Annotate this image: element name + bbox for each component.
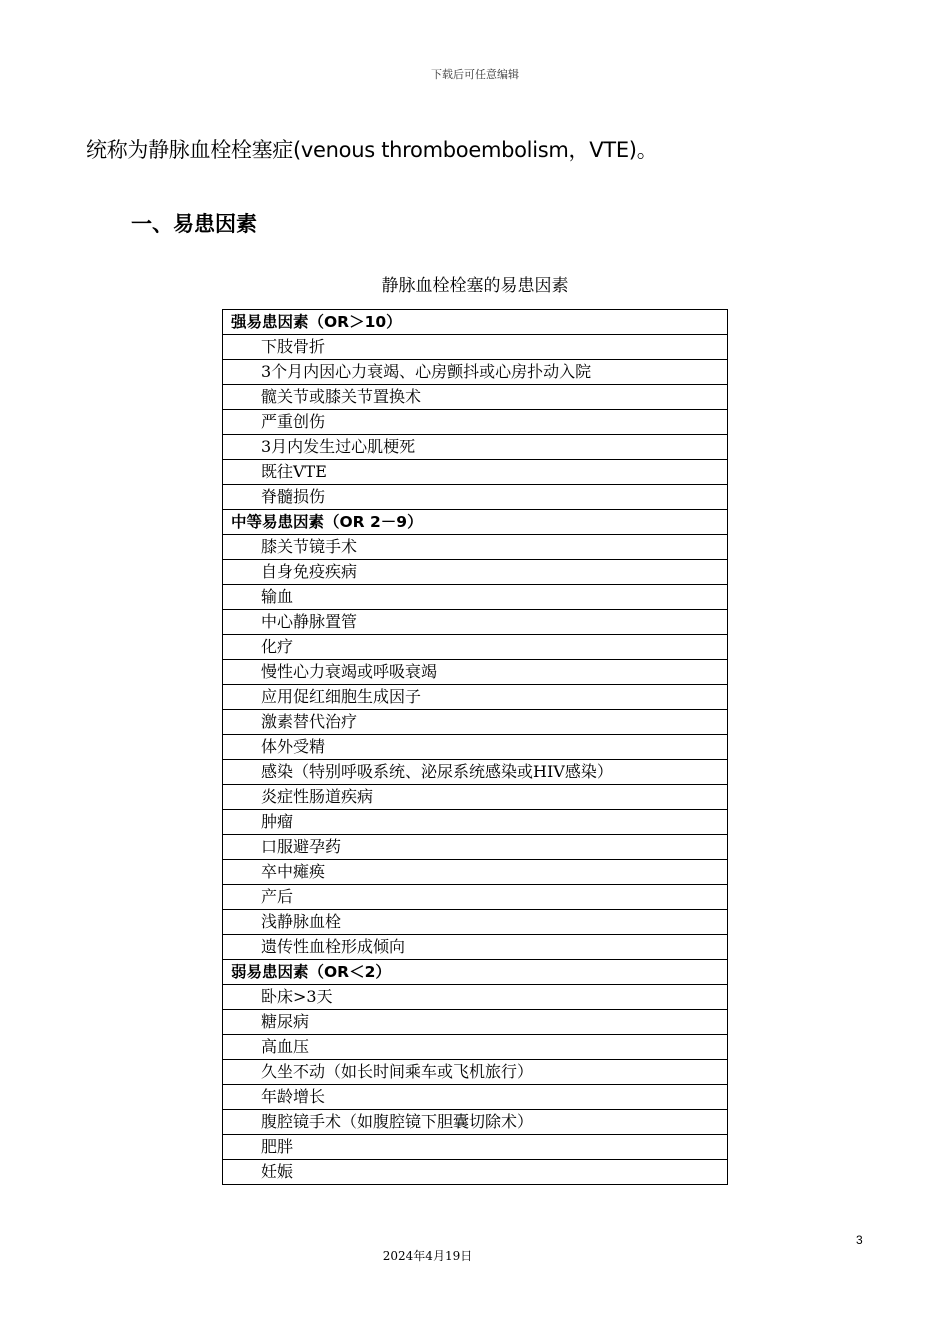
risk-factor-item: 卧床>3天	[223, 985, 728, 1010]
risk-factor-item: 髋关节或膝关节置换术	[223, 385, 728, 410]
table-row	[223, 1135, 728, 1160]
table-row	[223, 335, 728, 360]
table-row	[223, 660, 728, 685]
risk-factor-item: 浅静脉血栓	[223, 910, 728, 935]
table-row	[223, 1085, 728, 1110]
risk-factor-item: 炎症性肠道疾病	[223, 785, 728, 810]
page-header: 下载后可任意编辑	[431, 68, 519, 81]
group-header-row	[223, 960, 728, 985]
risk-factor-item: 久坐不动（如长时间乘车或飞机旅行）	[223, 1060, 728, 1085]
table-row	[223, 585, 728, 610]
risk-factor-item: 膝关节镜手术	[223, 535, 728, 560]
risk-factor-table-body	[223, 310, 728, 1185]
table-row	[223, 1110, 728, 1135]
risk-factor-item: 妊娠	[223, 1160, 728, 1185]
risk-factor-item: 严重创伤	[223, 410, 728, 435]
group-title: 弱易患因素（OR＜2）	[223, 960, 728, 985]
table-row	[223, 1060, 728, 1085]
table-row	[223, 1035, 728, 1060]
risk-factor-table	[222, 309, 728, 1185]
table-row	[223, 835, 728, 860]
table-row	[223, 435, 728, 460]
risk-factor-item: 感染（特别呼吸系统、泌尿系统感染或HIV感染）	[223, 760, 728, 785]
section-title: 一、易患因素	[131, 212, 257, 236]
risk-factor-item: 自身免疫疾病	[223, 560, 728, 585]
risk-factor-item: 产后	[223, 885, 728, 910]
risk-factor-item: 3月内发生过心肌梗死	[223, 435, 728, 460]
table-row	[223, 810, 728, 835]
risk-factor-item: 卒中瘫痪	[223, 860, 728, 885]
risk-factor-item: 3个月内因心力衰竭、心房颤抖或心房扑动入院	[223, 360, 728, 385]
table-row	[223, 635, 728, 660]
risk-factor-item: 肥胖	[223, 1135, 728, 1160]
table-row	[223, 360, 728, 385]
risk-factor-item: 输血	[223, 585, 728, 610]
group-title: 强易患因素（OR＞10）	[223, 310, 728, 335]
table-caption: 静脉血栓栓塞的易患因素	[381, 276, 569, 296]
risk-factor-item: 腹腔镜手术（如腹腔镜下胆囊切除术）	[223, 1110, 728, 1135]
table-row	[223, 760, 728, 785]
table-row	[223, 935, 728, 960]
table-row	[223, 560, 728, 585]
table-row	[223, 610, 728, 635]
risk-factor-item: 脊髓损伤	[223, 485, 728, 510]
group-header-row	[223, 310, 728, 335]
risk-factor-item: 糖尿病	[223, 1010, 728, 1035]
group-title: 中等易患因素（OR 2－9）	[223, 510, 728, 535]
table-row	[223, 535, 728, 560]
risk-factor-item: 肿瘤	[223, 810, 728, 835]
table-row	[223, 910, 728, 935]
risk-factor-item: 化疗	[223, 635, 728, 660]
table-row	[223, 985, 728, 1010]
risk-factor-item: 体外受精	[223, 735, 728, 760]
table-row	[223, 410, 728, 435]
table-row	[223, 885, 728, 910]
group-header-row	[223, 510, 728, 535]
table-row	[223, 460, 728, 485]
risk-factor-item: 遗传性血栓形成倾向	[223, 935, 728, 960]
footer-date: 2024年4月19日	[382, 1249, 473, 1263]
table-row	[223, 1010, 728, 1035]
table-row	[223, 685, 728, 710]
table-row	[223, 785, 728, 810]
page-number: 3	[856, 1233, 863, 1247]
risk-factor-item: 口服避孕药	[223, 835, 728, 860]
table-row	[223, 485, 728, 510]
table-row	[223, 710, 728, 735]
risk-factor-item: 中心静脉置管	[223, 610, 728, 635]
risk-factor-item: 年龄增长	[223, 1085, 728, 1110]
table-row	[223, 735, 728, 760]
risk-factor-item: 高血压	[223, 1035, 728, 1060]
risk-factor-item: 下肢骨折	[223, 335, 728, 360]
risk-factor-item: 既往VTE	[223, 460, 728, 485]
table-row	[223, 1160, 728, 1185]
table-row	[223, 860, 728, 885]
table-row	[223, 385, 728, 410]
risk-factor-item: 应用促红细胞生成因子	[223, 685, 728, 710]
intro-paragraph: 统称为静脉血栓栓塞症(venous thromboembolism，VTE)。	[86, 138, 658, 162]
risk-factor-item: 慢性心力衰竭或呼吸衰竭	[223, 660, 728, 685]
risk-factor-item: 激素替代治疗	[223, 710, 728, 735]
